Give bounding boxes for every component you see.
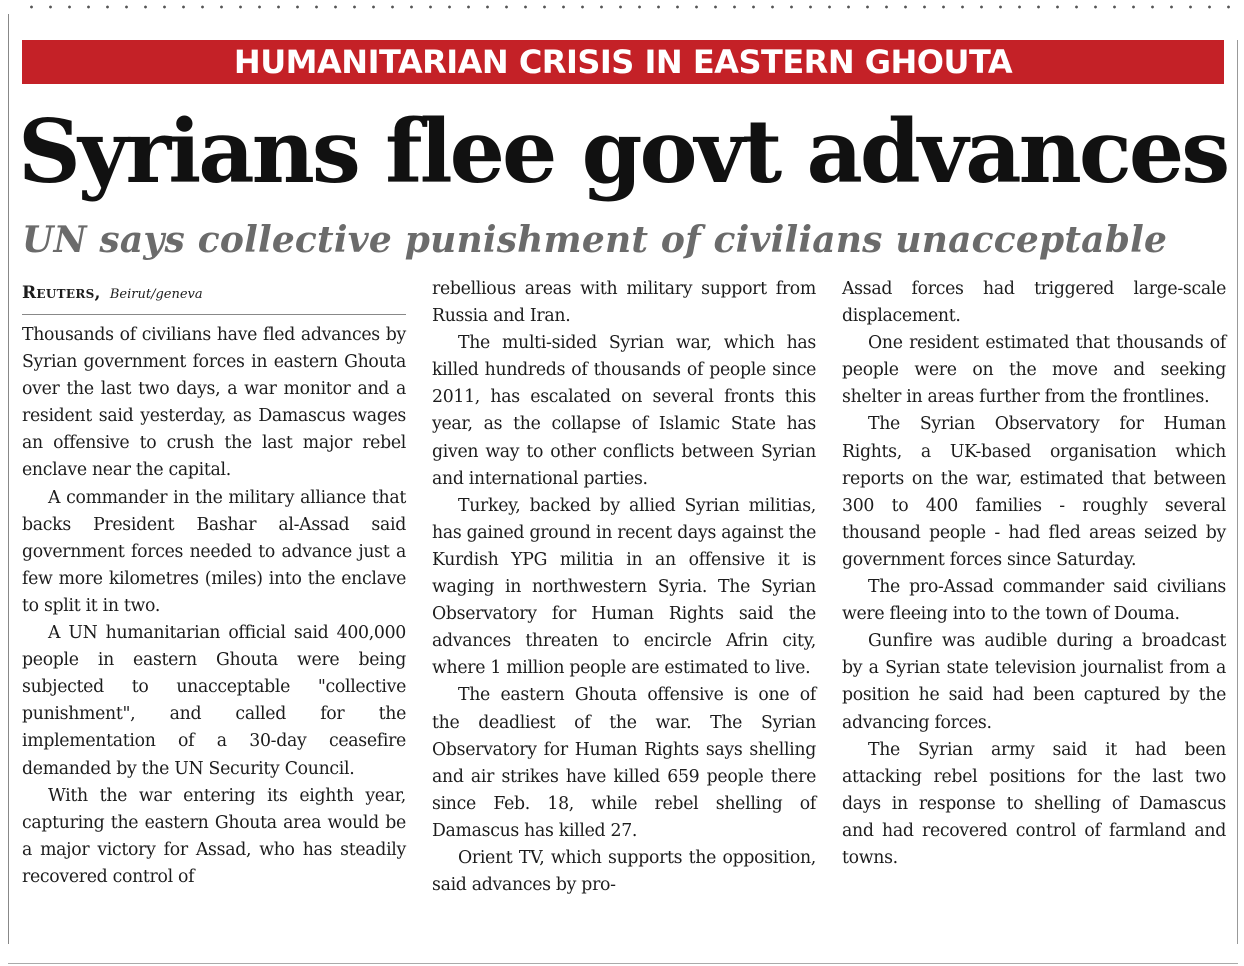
article-column-2	[432, 276, 816, 899]
paragraph: rebellious areas with military support from Russia and Iran.	[432, 279, 816, 327]
paragraph: Gunfire was audible during a broadcast by a Syrian state television journalist from a position he said had been captured by the advancing forces.	[842, 631, 1226, 733]
bottom-border-rule	[8, 963, 1238, 964]
paragraph: The multi-sided Syrian war, which has killed hundreds of thousands of people since 2011, has escalated on several fronts this year, as the collapse of Islamic State has given way to other conflicts between Syrian and international parties.	[432, 333, 816, 489]
paragraph: A commander in the military alliance that backs President Bashar al-Assad said government forces needed to advance just a few more kilometres (miles) into the enclave to split it in two.	[22, 487, 406, 616]
byline	[22, 282, 203, 306]
byline-location: Beirut/geneva	[109, 287, 203, 302]
article-column-1	[22, 322, 406, 891]
paragraph: The pro-Assad commander said civilians were fleeing into to the town of Douma.	[842, 577, 1226, 625]
paragraph: The Syrian Observatory for Human Rights, a UK-based organisation which reports on the war, estimated that between 300 to 400 families - roughly several thousand people - had fled areas seized by government forces since Saturday.	[842, 414, 1226, 570]
top-dotted-border	[22, 4, 1230, 10]
right-border-rule	[1237, 40, 1238, 944]
subheadline: UN says collective punishment of civilians unacceptable	[22, 219, 1168, 261]
headline: Syrians flee govt advances	[18, 100, 1228, 203]
paragraph: Turkey, backed by allied Syrian militias, has gained ground in recent days against the Kurdish YPG militia in an offensive it is waging in northwestern Syria. The Syrian Observatory for Human Rights said the advances threaten to encircle Afrin city, where 1 million people are estimated to live.	[432, 495, 816, 679]
paragraph: One resident estimated that thousands of people were on the move and seeking shelter in areas further from the frontlines.	[842, 333, 1226, 408]
left-border-rule	[8, 14, 9, 944]
paragraph: A UN humanitarian official said 400,000 people in eastern Ghouta were being subjected to unacceptable "collective punishment", and called for the implementation of a 30-day ceasefire demanded by the UN Security Council.	[22, 623, 406, 779]
paragraph: Thousands of civilians have fled advances by Syrian government forces in eastern Ghouta over the last two days, a war monitor and a resident said yesterday, as Damascus wages an offensive to crush the last major rebel enclave near the capital.	[22, 325, 406, 481]
paragraph: Orient TV, which supports the opposition, said advances by pro-	[432, 847, 816, 896]
paragraph: The eastern Ghouta offensive is one of the deadliest of the war. The Syrian Observatory for Human Rights says shelling and air strikes have killed 659 people there since Feb. 18, while rebel shelling of Damascus has killed 27.	[432, 685, 816, 841]
byline-agency: Reuters,	[22, 283, 101, 303]
paragraph: Assad forces had triggered large-scale displacement.	[842, 279, 1226, 327]
paragraph: With the war entering its eighth year, capturing the eastern Ghouta area would be a major victory for Assad, who has steadily recovered control of	[22, 785, 406, 887]
section-kicker-banner: HUMANITARIAN CRISIS IN EASTERN GHOUTA	[22, 40, 1224, 84]
article-column-3	[842, 276, 1226, 872]
byline-divider	[22, 314, 406, 315]
paragraph: The Syrian army said it had been attacking rebel positions for the last two days in response to shelling of Damascus and had recovered control of farmland and towns.	[842, 739, 1226, 868]
